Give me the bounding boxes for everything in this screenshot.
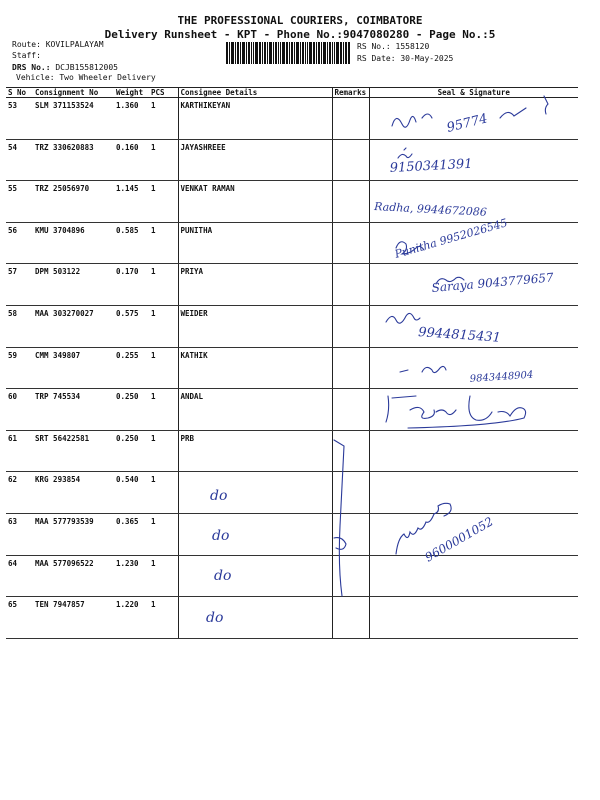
table-row xyxy=(6,430,578,472)
row-consignment: KMU 3704896 xyxy=(33,222,114,264)
row-consignment: CMM 349807 xyxy=(33,347,114,389)
row-seal xyxy=(369,597,578,639)
row-consignee xyxy=(178,597,332,639)
row-weight: 0.160 xyxy=(114,139,149,181)
row-consignment: KRG 293854 xyxy=(33,472,114,514)
row-weight: 1.145 xyxy=(114,181,149,223)
row-consignee: PRB xyxy=(178,430,332,472)
row-consignee: VENKAT RAMAN xyxy=(178,181,332,223)
row-consignment: MAA 577793539 xyxy=(33,513,114,555)
row-seal xyxy=(369,347,578,389)
row-sno: 62 xyxy=(6,472,33,514)
row-seal xyxy=(369,430,578,472)
staff-line xyxy=(12,51,41,60)
row-pcs: 1 xyxy=(149,430,178,472)
row-pcs: 1 xyxy=(149,264,178,306)
row-weight: 0.540 xyxy=(114,472,149,514)
row-weight: 0.575 xyxy=(114,305,149,347)
row-consignee: JAYASHREEE xyxy=(178,139,332,181)
row-consignment: MAA 303270027 xyxy=(33,305,114,347)
row-seal xyxy=(369,513,578,555)
row-pcs: 1 xyxy=(149,347,178,389)
rs-no-line xyxy=(357,42,429,51)
row-seal xyxy=(369,389,578,431)
drs-label: DRS No.: xyxy=(12,63,51,72)
row-consignment: TEN 7947857 xyxy=(33,597,114,639)
row-pcs: 1 xyxy=(149,222,178,264)
row-consignment: TRZ 330620883 xyxy=(33,139,114,181)
row-consignment: MAA 577096522 xyxy=(33,555,114,597)
row-consignee: PUNITHA xyxy=(178,222,332,264)
ditto-mark-row65: do xyxy=(206,610,224,626)
handwritten-phone-row57: Saraya 9043779657 xyxy=(431,270,555,295)
row-remarks xyxy=(332,555,369,597)
table-row xyxy=(6,513,578,555)
row-seal xyxy=(369,305,578,347)
row-sno: 58 xyxy=(6,305,33,347)
row-sno: 61 xyxy=(6,430,33,472)
row-weight: 1.230 xyxy=(114,555,149,597)
vehicle-label: Vehicle: xyxy=(16,73,55,82)
rs-date-label: RS Date: xyxy=(357,54,396,63)
row-weight: 0.250 xyxy=(114,430,149,472)
handwritten-phone-row58: 9944815431 xyxy=(417,325,502,346)
row-seal xyxy=(369,181,578,223)
row-sno: 56 xyxy=(6,222,33,264)
row-consignee: PRIYA xyxy=(178,264,332,306)
handwritten-phone-row63: 9600001052 xyxy=(422,514,496,565)
row-seal xyxy=(369,472,578,514)
row-remarks xyxy=(332,305,369,347)
header-seal: Seal & Signature xyxy=(369,88,578,98)
row-remarks xyxy=(332,181,369,223)
row-weight: 0.255 xyxy=(114,347,149,389)
table-row xyxy=(6,389,578,431)
row-pcs: 1 xyxy=(149,389,178,431)
row-sno: 63 xyxy=(6,513,33,555)
row-remarks xyxy=(332,98,369,140)
row-consignment: SLM 371153524 xyxy=(33,98,114,140)
row-weight: 0.365 xyxy=(114,513,149,555)
row-remarks xyxy=(332,347,369,389)
table-row xyxy=(6,597,578,639)
row-remarks xyxy=(332,472,369,514)
table-row xyxy=(6,264,578,306)
row-consignment: SRT 56422581 xyxy=(33,430,114,472)
row-consignment: TRP 745534 xyxy=(33,389,114,431)
row-sno: 65 xyxy=(6,597,33,639)
row-seal xyxy=(369,98,578,140)
table-row xyxy=(6,98,578,140)
handwritten-phone-row56: Punitha 9952026545 xyxy=(393,216,509,261)
row-remarks xyxy=(332,222,369,264)
row-consignee xyxy=(178,513,332,555)
ditto-mark-row64: do xyxy=(214,568,232,584)
table-row xyxy=(6,305,578,347)
row-consignee: KARTHIKEYAN xyxy=(178,98,332,140)
row-pcs: 1 xyxy=(149,555,178,597)
row-consignee xyxy=(178,472,332,514)
route-value: KOVILPALAYAM xyxy=(45,40,104,49)
row-weight: 1.220 xyxy=(114,597,149,639)
row-pcs: 1 xyxy=(149,472,178,514)
rs-no-value: 1558120 xyxy=(395,42,430,51)
route-line xyxy=(12,40,104,49)
row-seal xyxy=(369,139,578,181)
runsheet-table xyxy=(6,87,578,639)
row-pcs: 1 xyxy=(149,597,178,639)
table-row xyxy=(6,555,578,597)
row-consignment: DPM 503122 xyxy=(33,264,114,306)
drs-value: DCJB155812005 xyxy=(55,63,118,72)
handwritten-phone-row54: 9150341391 xyxy=(389,156,473,176)
row-pcs: 1 xyxy=(149,139,178,181)
rs-no-label: RS No.: xyxy=(357,42,391,51)
row-sno: 55 xyxy=(6,181,33,223)
row-consignee: KATHIK xyxy=(178,347,332,389)
row-pcs: 1 xyxy=(149,98,178,140)
row-seal xyxy=(369,264,578,306)
row-remarks xyxy=(332,389,369,431)
row-sno: 60 xyxy=(6,389,33,431)
row-sno: 59 xyxy=(6,347,33,389)
header-weight: Weight xyxy=(114,88,149,98)
row-seal xyxy=(369,222,578,264)
row-sno: 64 xyxy=(6,555,33,597)
row-remarks xyxy=(332,264,369,306)
row-consignee: ANDAL xyxy=(178,389,332,431)
row-remarks xyxy=(332,513,369,555)
row-pcs: 1 xyxy=(149,513,178,555)
row-remarks xyxy=(332,597,369,639)
vehicle-value: Two Wheeler Delivery xyxy=(59,73,156,82)
table-row xyxy=(6,139,578,181)
row-sno: 53 xyxy=(6,98,33,140)
staff-label: Staff: xyxy=(12,51,41,60)
document-title: THE PROFESSIONAL COURIERS, COIMBATORE xyxy=(177,14,423,27)
header-sno: S No xyxy=(6,88,33,98)
header-pcs: PCS xyxy=(149,88,178,98)
row-weight: 0.170 xyxy=(114,264,149,306)
table-row xyxy=(6,222,578,264)
row-seal xyxy=(369,555,578,597)
drs-line xyxy=(12,63,118,72)
row-consignment: TRZ 25056970 xyxy=(33,181,114,223)
table-row xyxy=(6,347,578,389)
handwritten-phone-row55: Radha, 9944672086 xyxy=(373,200,488,219)
row-weight: 0.585 xyxy=(114,222,149,264)
header-remarks: Remarks xyxy=(332,88,369,98)
row-remarks xyxy=(332,430,369,472)
rs-date-line xyxy=(357,54,453,63)
table-row xyxy=(6,472,578,514)
row-pcs: 1 xyxy=(149,181,178,223)
table-row xyxy=(6,181,578,223)
row-remarks xyxy=(332,139,369,181)
row-sno: 57 xyxy=(6,264,33,306)
row-weight: 1.360 xyxy=(114,98,149,140)
row-weight: 0.250 xyxy=(114,389,149,431)
header-consignment: Consignment No xyxy=(33,88,114,98)
table-header-row xyxy=(6,88,578,98)
route-label: Route: xyxy=(12,40,41,49)
row-sno: 54 xyxy=(6,139,33,181)
handwritten-phone-row53: 95774 xyxy=(445,111,490,136)
row-consignee: WEIDER xyxy=(178,305,332,347)
header-consignee: Consignee Details xyxy=(178,88,332,98)
ditto-mark-row62: do xyxy=(210,488,228,504)
ditto-mark-row63: do xyxy=(212,528,230,544)
row-consignee xyxy=(178,555,332,597)
row-pcs: 1 xyxy=(149,305,178,347)
handwritten-phone-row59: 9843448904 xyxy=(469,369,534,385)
vehicle-line xyxy=(16,73,156,82)
barcode xyxy=(226,42,350,64)
rs-date-value: 30-May-2025 xyxy=(400,54,454,63)
document-subtitle: Delivery Runsheet - KPT - Phone No.:9047080280 - Page No.:5 xyxy=(104,28,496,41)
